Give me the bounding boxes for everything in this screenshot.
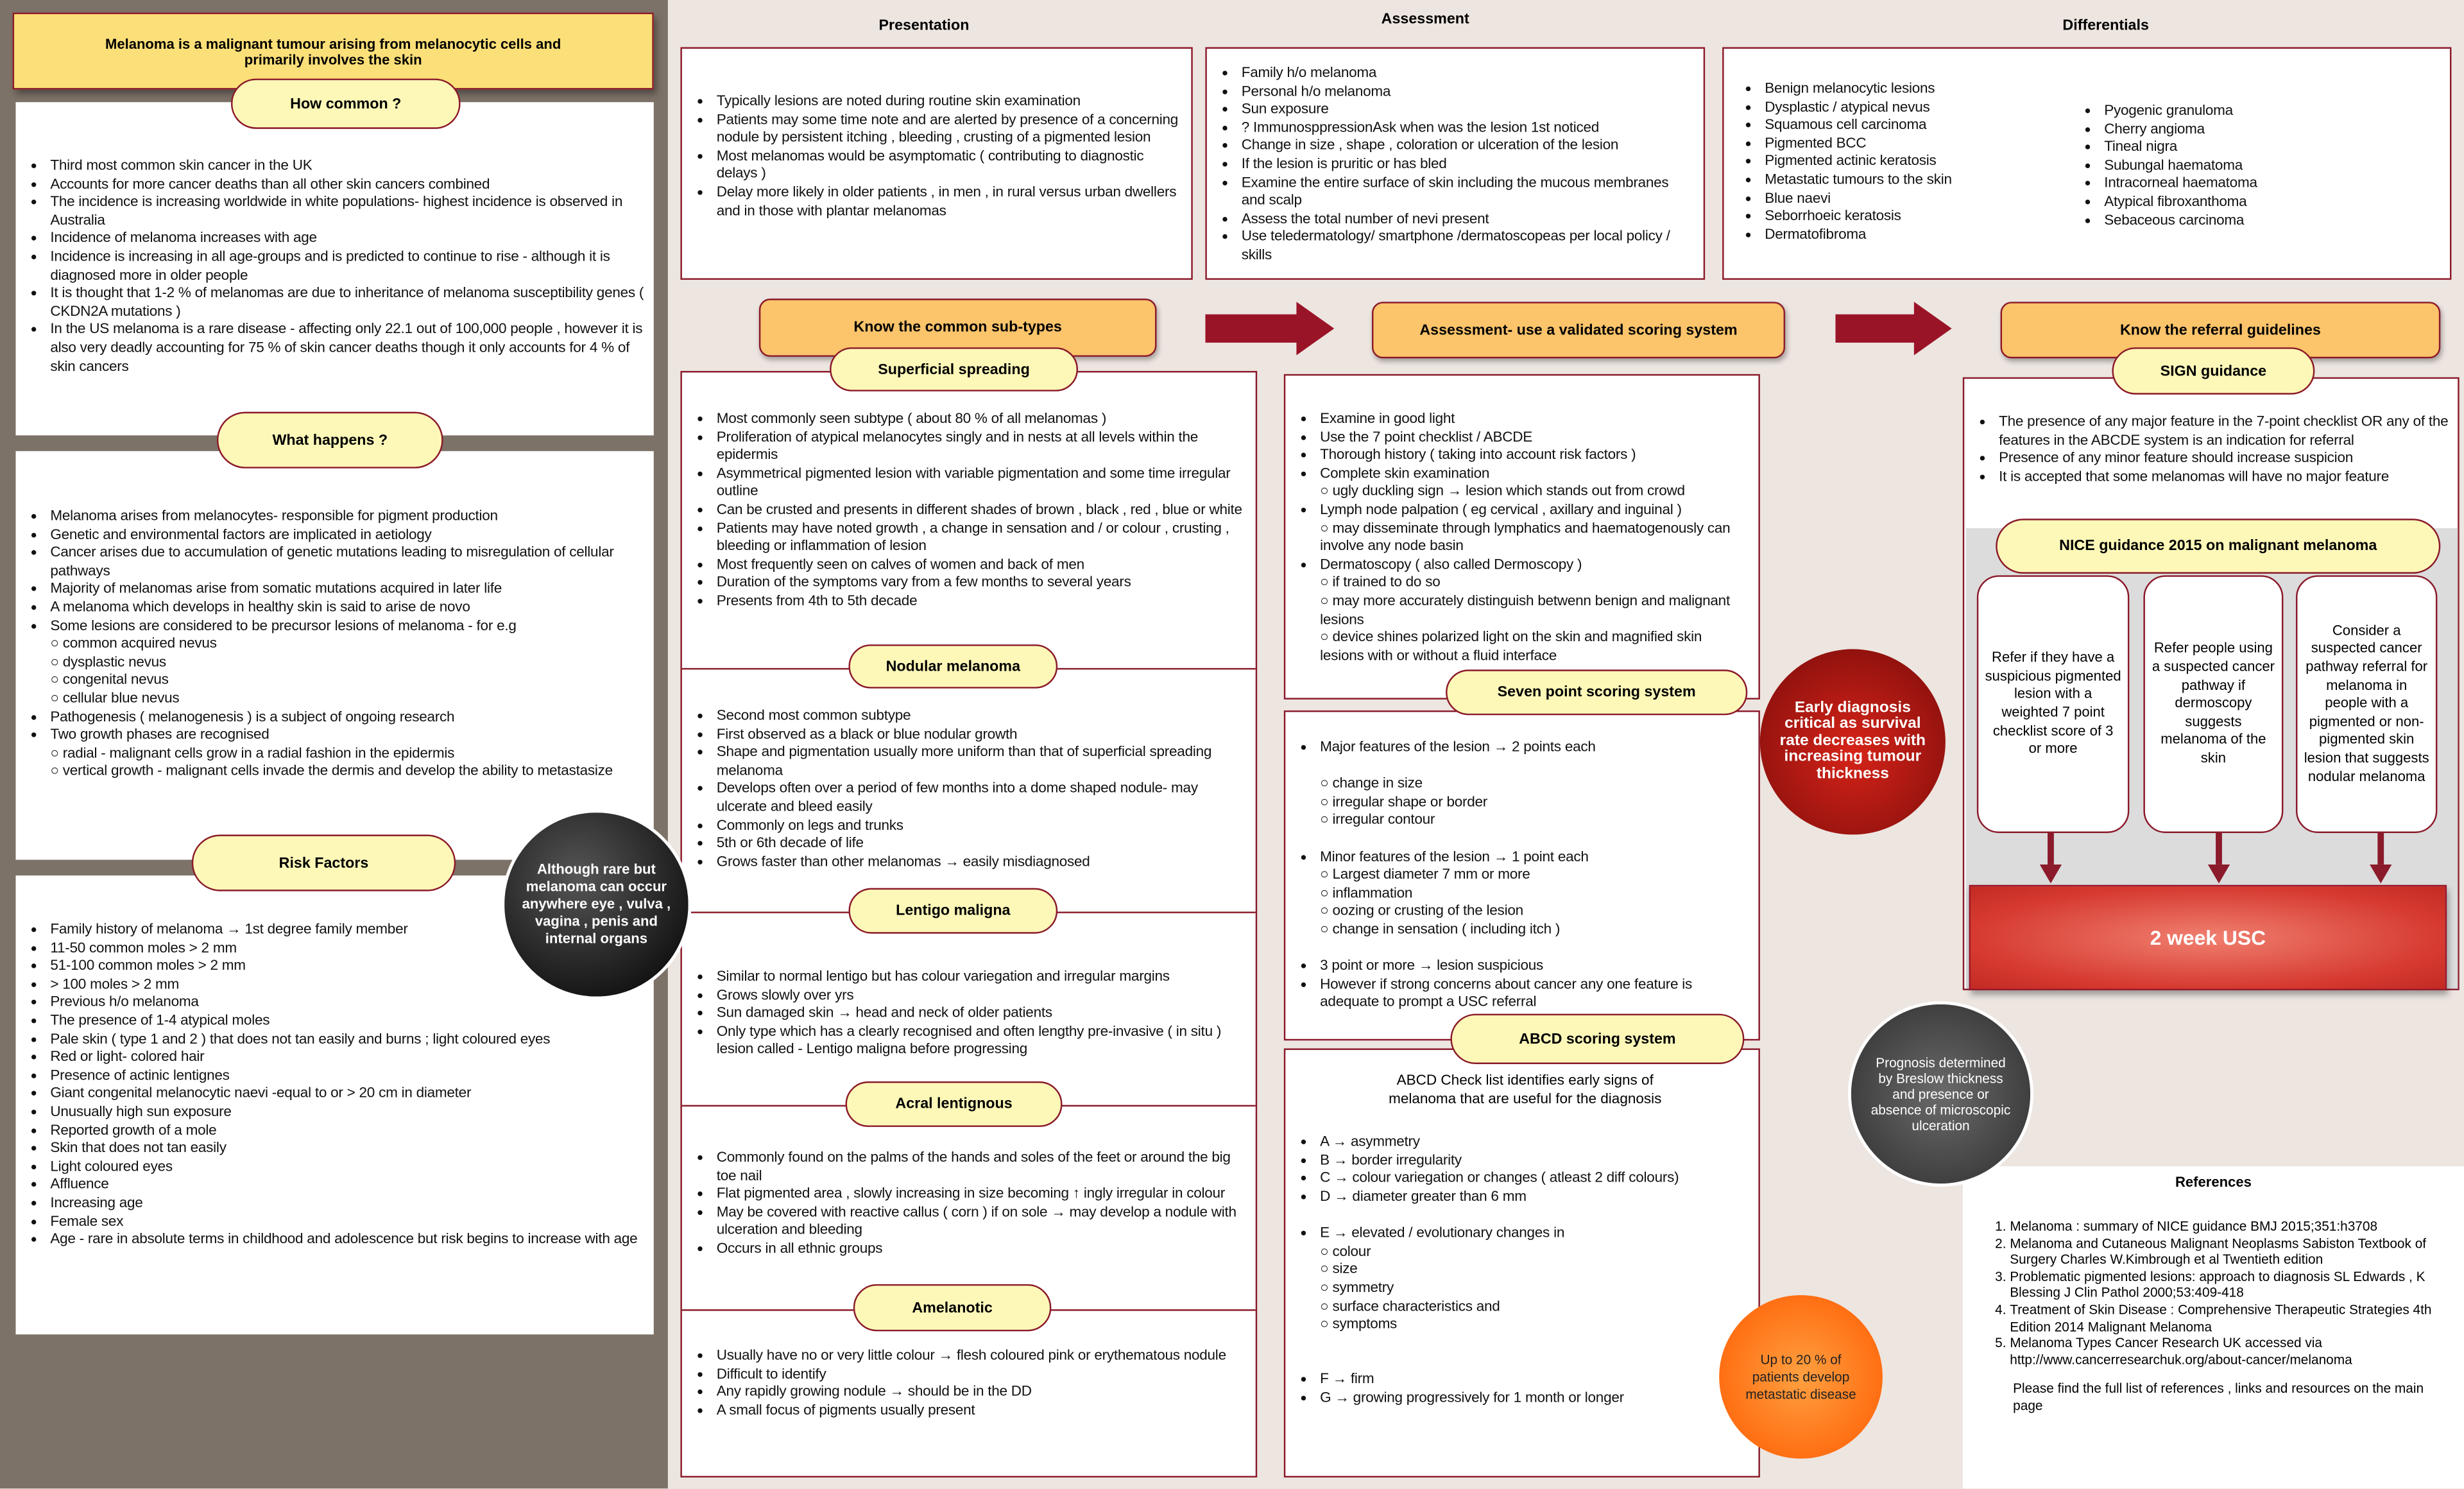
list-item: • Pyogenic granuloma xyxy=(2104,102,2415,120)
examination-section xyxy=(1284,374,1760,700)
abcd-list xyxy=(1285,1133,1749,1407)
list-item: ○ colour xyxy=(1320,1243,1371,1259)
list-item: • Age - rare in absolute terms in childhood and adolescence but risk begins to increase with age xyxy=(50,1231,653,1249)
list-item: • In the US melanoma is a rare disease - affecting only 22.1 out of 100,000 people , however it is also very deadly accounting for 75 % of skin cancer deaths though it only accounts for 4 % of skin cancers xyxy=(50,321,653,375)
presentation-section xyxy=(680,47,1192,279)
assessment-section xyxy=(1205,47,1705,279)
list-item: • Pigmented actinic keratosis xyxy=(1765,153,2060,171)
list-item: • D → diameter greater than 6 mm xyxy=(1320,1188,1749,1206)
references-list xyxy=(1963,1218,2464,1368)
list-item: • Can be crusted and presents in different shades of brown , black , red , blue or white xyxy=(717,501,1248,519)
main-title: Melanoma is a malignant tumour arising from melanocytic cells and primarily involves the skin xyxy=(13,13,654,90)
list-item: • 3 point or more → lesion suspicious xyxy=(1320,958,1749,976)
list-item: • Asymmetrical pigmented lesion with variable pigmentation and some time irregular outline xyxy=(717,465,1248,501)
list-item: • Duration of the symptoms vary from a few months to several years xyxy=(717,574,1248,592)
list-item: • Examine in good light xyxy=(1320,410,1749,428)
list-item: ○ congenital nevus xyxy=(50,671,169,688)
assessment-list xyxy=(1207,64,1694,264)
referral-step: Know the referral guidelines xyxy=(2001,302,2441,358)
list-item: • G → growing progressively for 1 month or longer xyxy=(1320,1389,1749,1407)
list-item: • Usually have no or very little colour → flesh coloured pink or erythematous nodule xyxy=(717,1347,1248,1365)
list-item: • Blue naevi xyxy=(1765,189,2060,207)
what-happens-section xyxy=(15,451,653,860)
list-item: • Patients may some time note and are alerted by presence of a concerning nodule by persistent itching , bleeding , crusting of a pigmented lesion xyxy=(717,111,1179,148)
list-item: • Giant congenital melanocytic naevi -equal to or > 20 cm in diameter xyxy=(50,1085,653,1103)
list-item: • Subungal haematoma xyxy=(2104,157,2415,175)
lentigo-heading: Lentigo maligna xyxy=(848,888,1057,934)
list-item: • Use the 7 point checklist / ABCDE xyxy=(1320,429,1749,447)
list-item: • Tineal nigra xyxy=(2104,139,2415,157)
list-item: • ? ImmunosppressionAsk when was the lesion 1st noticed xyxy=(1242,119,1694,137)
list-item: • Intracorneal haematoma xyxy=(2104,175,2415,193)
list-item: • It is accepted that some melanomas will have no major feature xyxy=(1999,468,2448,486)
list-item: • Shape and pigmentation usually more uniform than that of superficial spreading melanoma xyxy=(717,744,1248,780)
list-item: • However if strong concerns about cancer any one feature is adequate to prompt a USC referral xyxy=(1320,976,1749,1012)
list-item xyxy=(1320,1207,1749,1225)
arrow-right-icon xyxy=(1835,302,1951,355)
list-item: ○ may disseminate through lymphatics and haematogenously can involve any node basin xyxy=(1320,519,1731,554)
list-item: • The presence of 1-4 atypical moles xyxy=(50,1012,653,1030)
arrow-down-icon xyxy=(2370,833,2391,883)
list-item: 4. Treatment of Skin Disease : Comprehensive Therapeutic Strategies 4th Edition 2014 Malignant Melanoma xyxy=(2010,1302,2464,1335)
list-item: • Family h/o melanoma xyxy=(1242,64,1694,82)
list-item: ○ dysplastic nevus xyxy=(50,653,166,669)
list-item: • Typically lesions are noted during routine skin examination xyxy=(717,92,1179,110)
abcd-heading: ABCD scoring system xyxy=(1450,1014,1744,1064)
seven-point-heading: Seven point scoring system xyxy=(1446,669,1747,715)
acral-list xyxy=(682,1149,1248,1258)
list-item: ○ if trained to do so xyxy=(1320,574,1441,590)
list-item: • Family history of melanoma → 1st degree family member xyxy=(50,921,653,939)
references-section xyxy=(1963,1166,2464,1488)
list-item: ○ inflammation xyxy=(1320,884,1413,900)
list-item: ○ size xyxy=(1320,1261,1358,1277)
how-common-section xyxy=(15,102,653,435)
list-item: • A small focus of pigments usually present xyxy=(717,1402,1248,1420)
differentials-list-2 xyxy=(2069,102,2415,230)
list-item: • C → colour variegation or changes ( atleast 2 diff colours) xyxy=(1320,1170,1749,1188)
list-item: • > 100 moles > 2 mm xyxy=(50,976,653,994)
list-item: • Develops often over a period of few months into a dome shaped nodule- may ulcerate and bleed easily xyxy=(717,780,1248,817)
list-item: ○ may more accurately distinguish betwenn benign and malignant lesions xyxy=(1320,592,1730,627)
list-item: • The incidence is increasing worldwide in white populations- highest incidence is observed in Australia xyxy=(50,194,653,230)
list-item: • Accounts for more cancer deaths than all other skin cancers combined xyxy=(50,175,653,193)
seven-point-list xyxy=(1285,739,1749,1012)
list-item: • Female sex xyxy=(50,1212,653,1230)
list-item: ○ change in sensation ( including itch ) xyxy=(1320,920,1561,937)
list-item: • Personal h/o melanoma xyxy=(1242,83,1694,101)
list-item: • E → elevated / evolutionary changes in xyxy=(1320,1225,1749,1243)
list-item: • May be covered with reactive callus ( corn ) if on sole → may develop a nodule with ulceration and bleeding xyxy=(717,1203,1248,1240)
list-item: ○ symptoms xyxy=(1320,1316,1398,1332)
amelanotic-list xyxy=(682,1347,1248,1420)
list-item: • Complete skin examination xyxy=(1320,465,1749,483)
list-item: ○ ugly duckling sign → lesion which stands out from crowd xyxy=(1320,483,1685,499)
what-happens-heading: What happens ? xyxy=(217,412,443,469)
list-item: • Flat pigmented area , slowly increasing in size becoming ↑ ingly irregular in colour xyxy=(717,1185,1248,1203)
early-diagnosis-callout: Early diagnosis critical as survival rate decreases with increasing tumour thickness xyxy=(1760,649,1946,834)
nice-heading: NICE guidance 2015 on malignant melanoma xyxy=(1996,519,2440,574)
list-item: • Assess the total number of nevi present xyxy=(1242,211,1694,228)
list-item: ○ symmetry xyxy=(1320,1279,1394,1295)
list-item: • Most frequently seen on calves of women and back of men xyxy=(717,556,1248,574)
list-item: • Dermatofibroma xyxy=(1765,226,2060,244)
list-item: • Reported growth of a mole xyxy=(50,1121,653,1139)
list-item: • Most commonly seen subtype ( about 80 % of all melanomas ) xyxy=(717,410,1248,428)
list-item: • A melanoma which develops in healthy skin is said to arise de novo xyxy=(50,599,653,617)
nice-card-3: Consider a suspected cancer pathway referral for melanoma in people with a pigmented or non-pigmented skin lesion that suggests nodular melanoma xyxy=(2296,575,2437,833)
list-item: • B → border irregularity xyxy=(1320,1152,1749,1170)
list-item: • Genetic and environmental factors are implicated in aetiology xyxy=(50,526,653,544)
superficial-list xyxy=(682,410,1248,610)
list-item: 3. Problematic pigmented lesions: approach to diagnosis SL Edwards , K Blessing J Clin Pathol 2000;53:409-418 xyxy=(2010,1268,2464,1302)
list-item: • Dysplastic / atypical nevus xyxy=(1765,98,2060,116)
list-item: • F → firm xyxy=(1320,1370,1749,1388)
list-item: ○ radial - malignant cells grow in a radial fashion in the epidermis xyxy=(50,744,455,761)
arrow-right-icon xyxy=(1205,302,1334,355)
differentials-heading: Differentials xyxy=(2062,17,2149,35)
risk-factors-heading: Risk Factors xyxy=(192,834,456,891)
arrow-down-icon xyxy=(2040,833,2062,883)
list-item: • If the lesion is pruritic or has bled xyxy=(1242,155,1694,173)
list-item: • Seborrhoeic keratosis xyxy=(1765,208,2060,226)
list-item xyxy=(1320,939,1749,957)
list-item: • Cancer arises due to accumulation of genetic mutations leading to misregulation of cellular pathways xyxy=(50,544,653,581)
list-item: ○ vertical growth - malignant cells invade the dermis and develop the ability to metastasize xyxy=(50,762,613,779)
scoring-step: Assessment- use a validated scoring system xyxy=(1372,302,1785,358)
list-item: 2. Melanoma and Cutaneous Malignant Neoplasms Sabiston Textbook of Surgery Charles W.Kimbrough et al Twentieth edition xyxy=(2010,1235,2464,1268)
list-item: • Only type which has a clearly recognised and often lengthy pre-invasive ( in situ ) lesion called - Lentigo maligna before progressing xyxy=(717,1023,1248,1060)
list-item: • Presence of any minor feature should increase suspicion xyxy=(1999,450,2448,468)
nice-card-2: Refer people using a suspected cancer pathway if dermoscopy suggests melanoma of the skin xyxy=(2143,575,2283,833)
list-item: • Difficult to identify xyxy=(717,1365,1248,1383)
amelanotic-heading: Amelanotic xyxy=(853,1284,1052,1331)
differentials-section xyxy=(1722,47,2451,279)
list-item: • It is thought that 1-2 % of melanomas are due to inheritance of melanoma susceptibility genes ( CKDN2A mutations ) xyxy=(50,285,653,322)
list-item: • First observed as a black or blue nodular growth xyxy=(717,725,1248,743)
list-item: • Majority of melanomas arise from somatic mutations acquired in later life xyxy=(50,581,653,599)
list-item: • Second most common subtype xyxy=(717,707,1248,725)
list-item: • Cherry angioma xyxy=(2104,121,2415,139)
arrow-down-icon xyxy=(2208,833,2230,883)
list-item: • Minor features of the lesion → 1 point each xyxy=(1320,848,1749,866)
examination-list xyxy=(1285,410,1749,666)
lentigo-list xyxy=(682,968,1248,1060)
list-item: • Two growth phases are recognised xyxy=(50,727,653,744)
seven-point-section xyxy=(1284,710,1760,1040)
nodular-heading: Nodular melanoma xyxy=(848,644,1057,689)
list-item: • The presence of any major feature in the 7-point checklist OR any of the features in the ABCDE system is an indication for referral xyxy=(1999,413,2448,450)
abcd-intro: ABCD Check list identifies early signs of melanoma that are useful for the diagnosis xyxy=(1389,1072,1662,1106)
superficial-heading: Superficial spreading xyxy=(830,347,1078,392)
list-item: • Patients may have noted growth , a change in sensation and / or colour , crusting , bleeding or inflammation of lesion xyxy=(717,520,1248,556)
list-item: ○ irregular shape or border xyxy=(1320,793,1488,809)
list-item: • Previous h/o melanoma xyxy=(50,994,653,1012)
metastatic-callout: Up to 20 % of patients develop metastatic disease xyxy=(1719,1295,1883,1459)
list-item: • Atypical fibroxanthoma xyxy=(2104,193,2415,211)
how-common-list xyxy=(15,157,653,376)
list-item: • Benign melanocytic lesions xyxy=(1765,80,2060,98)
list-item: • Similar to normal lentigo but has colour variegation and irregular margins xyxy=(717,968,1248,986)
nodular-list xyxy=(682,707,1248,872)
nice-card-1: Refer if they have a suspicious pigmented lesion with a weighted 7 point checklist score of 3 or more xyxy=(1977,575,2130,833)
list-item: • Light coloured eyes xyxy=(50,1158,653,1176)
list-item: • Skin that does not tan easily xyxy=(50,1140,653,1158)
list-item: • Delay more likely in older patients , in men , in rural versus urban dwellers and in those with plantar melanomas xyxy=(717,184,1179,220)
references-heading: References xyxy=(2175,1174,2252,1190)
list-item: • A → asymmetry xyxy=(1320,1133,1749,1151)
list-item: ○ oozing or crusting of the lesion xyxy=(1320,902,1523,919)
list-item: ○ irregular contour xyxy=(1320,811,1435,828)
what-happens-list xyxy=(15,508,653,781)
list-item: ○ surface characteristics and xyxy=(1320,1297,1500,1314)
list-item: • Sebaceous carcinoma xyxy=(2104,212,2415,230)
list-item: • Sun damaged skin → head and neck of older patients xyxy=(717,1004,1248,1022)
list-item xyxy=(1320,757,1749,775)
list-item: • Pathogenesis ( melanogenesis ) is a subject of ongoing research xyxy=(50,708,653,726)
list-item: • Some lesions are considered to be precursor lesions of melanoma - for e.g xyxy=(50,617,653,635)
list-item xyxy=(1320,1334,1749,1352)
presentation-heading: Presentation xyxy=(878,17,970,35)
list-item xyxy=(1320,1352,1749,1370)
list-item: 1. Melanoma : summary of NICE guidance BMJ 2015;351:h3708 xyxy=(2010,1218,2464,1235)
how-common-heading: How common ? xyxy=(231,78,461,128)
list-item: • Grows slowly over yrs xyxy=(717,986,1248,1004)
list-item: • Third most common skin cancer in the UK xyxy=(50,157,653,175)
list-item: 5. Melanoma Types Cancer Research UK accessed via http://www.cancerresearchuk.org/about-cancer/melanoma xyxy=(2010,1335,2464,1368)
presentation-list xyxy=(682,92,1179,220)
list-item: ○ common acquired nevus xyxy=(50,635,217,651)
list-item: • Red or light- colored hair xyxy=(50,1049,653,1067)
list-item: • Thorough history ( taking into account risk factors ) xyxy=(1320,447,1749,465)
sign-heading: SIGN guidance xyxy=(2112,347,2314,394)
list-item: • Increasing age xyxy=(50,1194,653,1212)
prognosis-callout: Prognosis determined by Breslow thickness and presence or absence of microscopic ulceration xyxy=(1848,1001,2033,1187)
list-item: ○ cellular blue nevus xyxy=(50,689,180,706)
list-item: • Proliferation of atypical melanocytes singly and in nests at all levels within the epidermis xyxy=(717,429,1248,465)
list-item: ○ device shines polarized light on the skin and magnified skin lesions with or without a fluid interface xyxy=(1320,628,1702,663)
list-item: • Pale skin ( type 1 and 2 ) that does not tan easily and burns ; light coloured eyes xyxy=(50,1030,653,1048)
list-item: • Incidence is increasing in all age-groups and is predicted to continue to rise - although it is diagnosed more in older people xyxy=(50,248,653,285)
list-item: • Presence of actinic lentignes xyxy=(50,1067,653,1085)
list-item: • 11-50 common moles > 2 mm xyxy=(50,940,653,958)
list-item: • 5th or 6th decade of life xyxy=(717,835,1248,853)
list-item: • Major features of the lesion → 2 points each xyxy=(1320,739,1749,757)
sign-list xyxy=(1964,413,2448,486)
list-item: • Commonly found on the palms of the hands and soles of the feet or around the big toe nail xyxy=(717,1149,1248,1185)
two-week-usc-box: 2 week USC xyxy=(1969,885,2447,990)
list-item xyxy=(1320,830,1749,848)
list-item: • Dermatoscopy ( also called Dermoscopy ) xyxy=(1320,556,1749,574)
list-item: ○ Largest diameter 7 mm or more xyxy=(1320,866,1530,882)
rare-sites-callout: Although rare but melanoma can occur anywhere eye , vulva , vagina , penis and internal organs xyxy=(501,809,691,999)
subtypes-step: Know the common sub-types xyxy=(759,298,1157,357)
list-item: • Commonly on legs and trunks xyxy=(717,816,1248,834)
list-item: • Unusually high sun exposure xyxy=(50,1103,653,1121)
references-note: Please find the full list of references , links and resources on the main page xyxy=(2013,1381,2424,1413)
abcd-section xyxy=(1284,1048,1760,1477)
list-item: • Any rapidly growing nodule → should be in the DD xyxy=(717,1384,1248,1402)
list-item: • Most melanomas would be asymptomatic ( contributing to diagnostic delays ) xyxy=(717,148,1179,184)
assessment-heading: Assessment xyxy=(1381,11,1469,29)
acral-heading: Acral lentignous xyxy=(846,1081,1063,1127)
list-item: • Pigmented BCC xyxy=(1765,135,2060,153)
list-item: • Examine the entire surface of skin including the mucous membranes and scalp xyxy=(1242,174,1694,211)
list-item: • 51-100 common moles > 2 mm xyxy=(50,958,653,976)
list-item: • Metastatic tumours to the skin xyxy=(1765,171,2060,189)
list-item: • Occurs in all ethnic groups xyxy=(717,1240,1248,1258)
list-item: • Melanoma arises from melanocytes- responsible for pigment production xyxy=(50,508,653,526)
list-item: ○ change in size xyxy=(1320,775,1423,791)
list-item: • Use teledermatology/ smartphone /dermatoscopeas per local policy / skills xyxy=(1242,228,1694,265)
list-item: • Lymph node palpation ( eg cervical , axillary and inguinal ) xyxy=(1320,501,1749,519)
list-item: • Change in size , shape , coloration or ulceration of the lesion xyxy=(1242,137,1694,155)
list-item: • Presents from 4th to 5th decade xyxy=(717,592,1248,610)
list-item: • Sun exposure xyxy=(1242,101,1694,119)
list-item: • Grows faster than other melanomas → easily misdiagnosed xyxy=(717,853,1248,871)
list-item: • Incidence of melanoma increases with age xyxy=(50,230,653,248)
list-item: • Squamous cell carcinoma xyxy=(1765,117,2060,135)
differentials-list-1 xyxy=(1730,80,2060,245)
list-item: • Affluence xyxy=(50,1176,653,1194)
